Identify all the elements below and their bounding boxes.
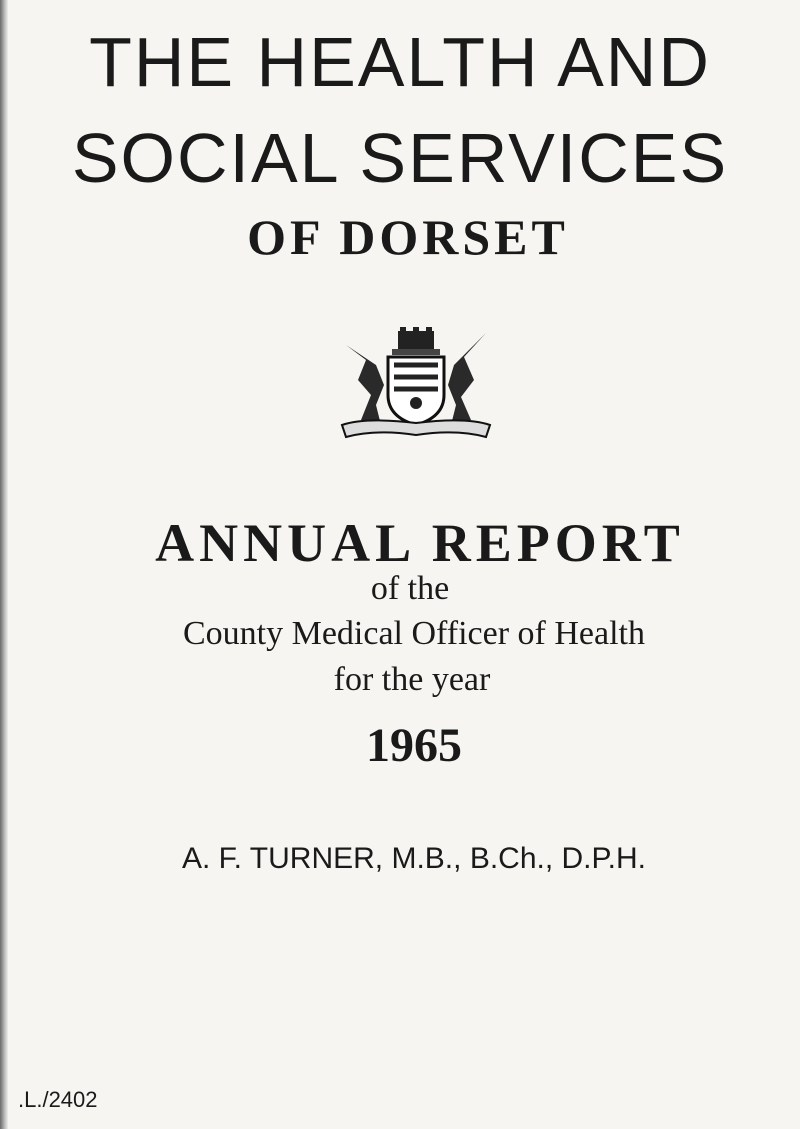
- report-title: ANNUAL REPORT: [155, 513, 685, 573]
- catalogue-reference: .L./2402: [18, 1087, 98, 1112]
- dorset-coat-of-arms-icon: [336, 325, 496, 440]
- author-credentials: A. F. TURNER, M.B., B.Ch., D.P.H.: [182, 842, 646, 875]
- officer-title: County Medical Officer of Health: [182, 615, 645, 652]
- for-the-year-text: for the year: [333, 661, 491, 698]
- title-line-2: SOCIAL SERVICES: [71, 119, 729, 197]
- of-the-text: of the: [370, 570, 450, 607]
- report-year: 1965: [366, 719, 462, 772]
- title-line-1: THE HEALTH AND: [89, 23, 711, 101]
- title-line-3: OF DORSET: [247, 209, 569, 265]
